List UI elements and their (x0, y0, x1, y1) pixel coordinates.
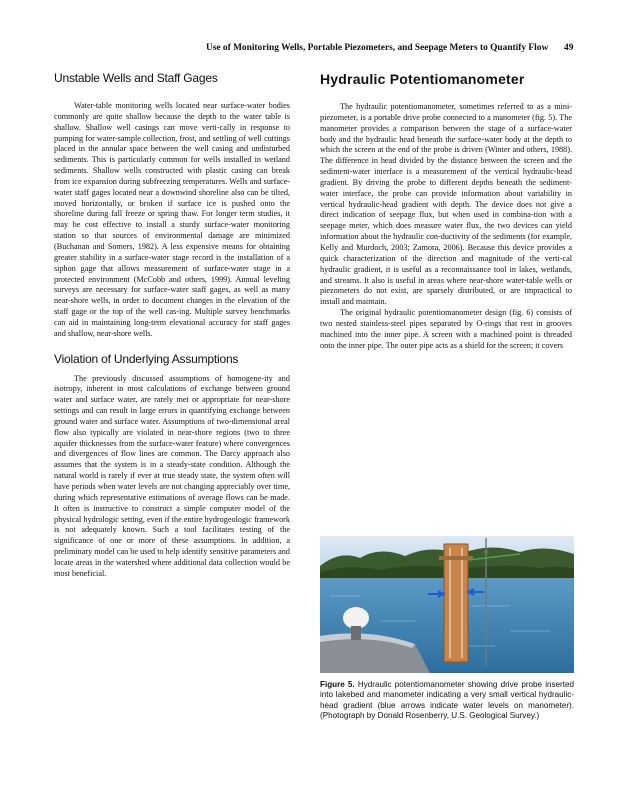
section-heading-unstable-wells: Unstable Wells and Staff Gages (54, 71, 218, 85)
unstable-wells-paragraph: Water-table monitoring wells located near surface-water bodies commonly are quite shallow because the depth to the water table is shallow. Shallow well casings can move verti-cally in response to pumping for water-sample collection, frost, and settling of well cuttings placed in the annular space between the well casing and undisturbed sediments. This is particularly common for wells installed in wetland sediments. Shallow wells constructed with plastic casing can break from ice expansion during subfreezing temperatures. Wells and surface-water staff gages located near a downwind shoreline also can be tilted, moved horizontally, or broken if surface ice is pushed onto the shoreline during fall freeze or spring thaw. For longer term studies, it may be cost effective to install a sturdy surface-water monitoring station so that sources of environmental damage are minimized (Buchanan and Somers, 1982). A less expensive means for obtaining greater stability in a surface-water stage record is the installation of a siphon gage that allows measurement of surface-water stage in a protected environment (McCobb and others, 1999). Annual leveling surveys are necessary for surface-water staff gages, as well as many near-shore wells, in order to document changes in the elevation of the staff gage or the top of the well cas-ing. Multiple survey benchmarks can aid in maintaining long-term elevational accuracy for staff gages and shallow, near-shore wells. (54, 101, 290, 338)
left-column (54, 71, 290, 580)
figure-label: Figure 5. (320, 680, 355, 689)
section-heading-violation: Violation of Underlying Assumptions (54, 351, 239, 366)
running-title: Use of Monitoring Wells, Portable Piezometers, and Seepage Meters to Quantify Flow (206, 43, 549, 53)
figure-caption-text: Hydraulic potentiomanometer showing drive probe inserted into lakebed and manometer indicating a very small vertical hydraulic-head gradient (blue arrows indicate water levels on manometer). (Photograph by Donald Rosenberry, U.S. Geological Survey.) (320, 680, 574, 721)
figure-5-photograph (320, 536, 574, 673)
potentiomanometer-paragraph-1: The hydraulic potentiomanometer, sometimes referred to as a mini-piezometer, is a portable drive probe connected to a manometer (fig. 5). The manometer provides a comparison between the stage of a surface-water body and the hydraulic head beneath the surface-water body at the depth to which the screen at the end of the probe is driven (Winter and others, 1988). The difference in head divided by the distance between the screen and the sediment-water interface is a measurement of the vertical hydraulic-head gradient. By driving the probe to different depths beneath the sediment-water interface, the probe can provide information about variability in vertical hydraulic-head gradient with depth. The device does not give a direct indication of seepage flux, but when used in combina-tion with a seepage meter, which does measure water flux, the two devices can yield information about the hydraulic con-ductivity of the sediments (for example, Kelly and Murdoch, 2003; Zamora, 2006). Because this device provides a quick characterization of the direction and magnitude of the verti-cal hydraulic gradient, it is useful as a reconnaissance tool in lakes, wetlands, and streams. It also is useful in areas where near-shore water-table wells or piezometers do not exist, are sparsely distributed, or are impractical to install and maintain. (320, 102, 572, 307)
figure-5-caption (320, 680, 574, 722)
section-heading-potentiomanometer: Hydraulic Potentiomanometer (320, 71, 525, 87)
page-number: 49 (564, 43, 574, 53)
potentiomanometer-paragraph-2: The original hydraulic potentiomanometer design (fig. 6) consists of two nested stainless-steel pipes separated by O-rings that rest in grooves machined into the inner pipe. A screen with a machined point is threaded onto the inner pipe. The outer pipe acts as a shield for the screen; it covers (320, 308, 572, 350)
violation-paragraph: The previously discussed assumptions of homogene-ity and isotropy, inherent in most calculations of exchange between ground water and surface water, are rarely met or appropriate for near-shore settings and can result in large errors in quantifying exchange between ground water and surface water. Assumptions of two-dimensional areal flow also typically are violated in near-shore regions (two to three aquifer thicknesses from the surface-water feature) where convergences and divergences of flow lines are common. The Darcy approach also assumes that the system is in a steady-state condition. Although the natural world is rarely if ever at true steady state, the system often will have periods when water levels are not changing appreciably over time, during which representative estimations of average flows can be made. It often is instructive to construct a simple computer model of the physical hydrologic setting, even if the entire hydrogeologic framework is not adequately known. Such a tool facilitates testing of the significance of one or more of these assumptions. In addition, a preliminary model can be used to help identify sensitive parameters and locate areas in the watershed where additional data collection would be most beneficial. (54, 373, 290, 578)
right-column (320, 71, 572, 351)
potentiomanometer-photo-illustration (320, 536, 574, 673)
